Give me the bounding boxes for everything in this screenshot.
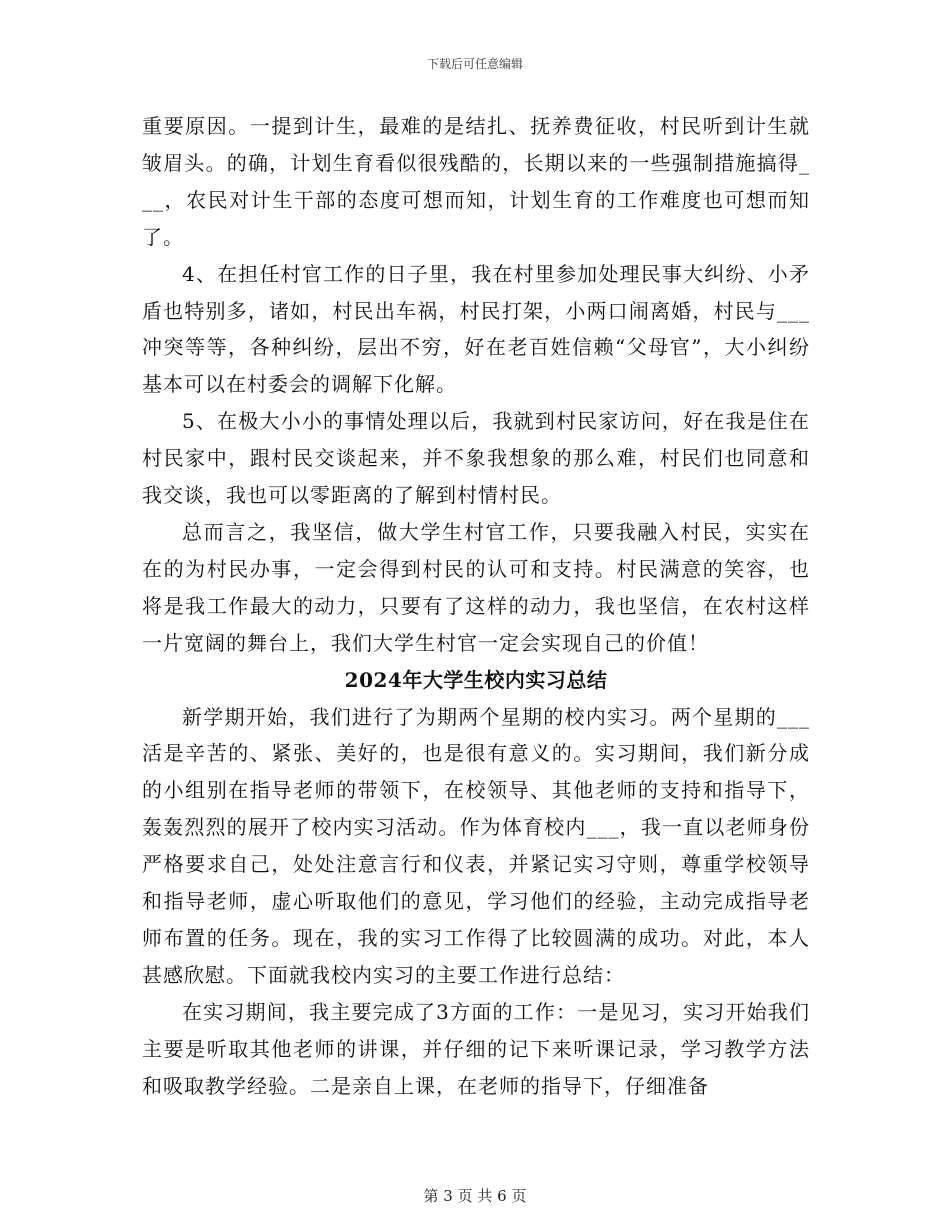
page-header: 下载后可任意编辑 [426, 57, 523, 71]
document-body [142, 108, 810, 1104]
paragraph-intro: 新学期开始，我们进行了为期两个星期的校内实习。两个星期的___活是辛苦的、紧张、美好的，也是很有意义的。实习期间，我们新分成的小组别在指导老师的带领下，在校领导、其他老师的支持和指导下，轰轰烈烈的展开了校内实习活动。作为体育校内___，我一直以老师身份严格要求自己，处处注意言行和仪表，并紧记实习守则，尊重学校领导和指导老师，虚心听取他们的意见，学习他们的经验，主动完成指导老师布置的任务。现在，我的实习工作得了比较圆满的成功。对此，本人甚感欣慰。下面就我校内实习的主要工作进行总结： [142, 704, 810, 987]
page-footer: 第 3 页 共 6 页 [423, 1187, 527, 1205]
paragraph-item-5: 5、在极大小小的事情处理以后，我就到村民家访问，好在我是住在村民家中，跟村民交谈起来，并不象我想象的那么难，村民们也同意和我交谈，我也可以零距离的了解到村情村民。 [142, 409, 810, 508]
paragraph-conclusion: 总而言之，我坚信，做大学生村官工作，只要我融入村民，实实在在的为村民办事，一定会得到村民的认可和支持。村民满意的笑容，也将是我工作最大的动力，只要有了这样的动力，我也坚信，在农村这样一片宽阔的舞台上，我们大学生村官一定会实现自己的价值！ [142, 519, 810, 655]
paragraph-item-4: 4、在担任村官工作的日子里，我在村里参加处理民事大纠纷、小矛盾也特别多，诸如，村民出车祸，村民打架，小两口闹离婚，村民与___冲突等等，各种纠纷，层出不穷，好在老百姓信赖“父母官”，大小纠纷基本可以在村委会的调解下化解。 [142, 261, 810, 397]
paragraph-continuation: 重要原因。一提到计生，最难的是结扎、抚养费征收，村民听到计生就皱眉头。的确，计划生育看似很残酷的，长期以来的一些强制措施搞得___，农民对计生干部的态度可想而知，计划生育的工作难度也可想而知了。 [142, 114, 810, 249]
section-heading: 2024年大学生校内实习总结 [344, 667, 608, 692]
paragraph-work-summary: 在实习期间，我主要完成了3方面的工作：一是见习，实习开始我们主要是听取其他老师的讲课，并仔细的记下来听课记录，学习教学方法和吸取教学经验。二是亲自上课，在老师的指导下，仔细准备 [142, 999, 810, 1098]
